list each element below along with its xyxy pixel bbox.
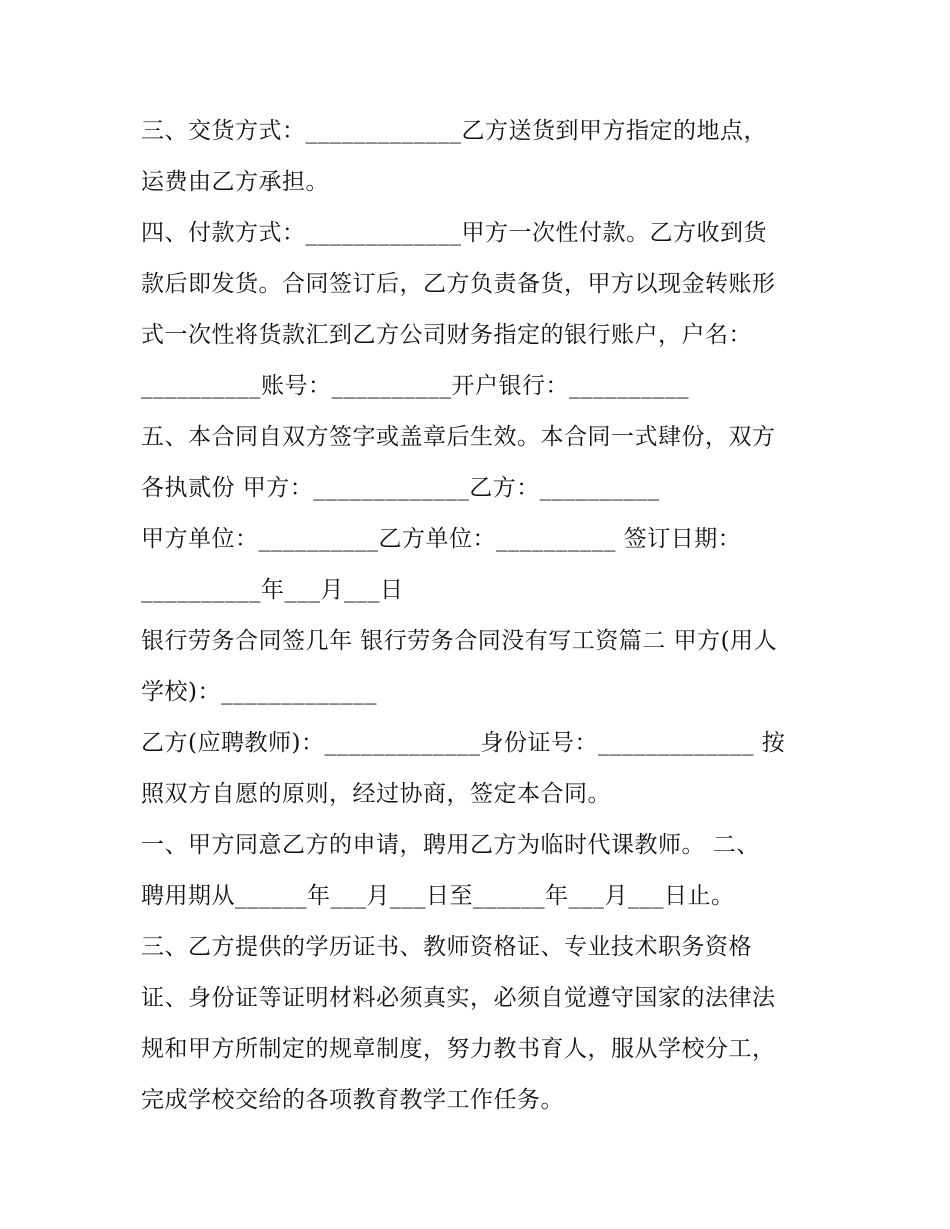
text-line: 五、本合同自双方签字或盖章后生效。本合同一式肆份，双方 (141, 424, 776, 450)
text-line: __________账号：__________开户银行：__________ (141, 373, 689, 399)
text-line: 运费由乙方承担。 (141, 169, 329, 195)
text-line: 银行劳务合同签几年 银行劳务合同没有写工资篇二 甲方(用人 (141, 628, 778, 654)
text-line: 乙方(应聘教师)：_____________身份证号：_____________ 按 (141, 730, 786, 756)
text-line: 三、乙方提供的学历证书、教师资格证、专业技术职务资格 (141, 934, 752, 960)
text-line: 各执贰份 甲方：_____________乙方：__________ (141, 475, 660, 501)
text-line: 一、甲方同意乙方的申请，聘用乙方为临时代课教师。 二、 (141, 832, 760, 858)
text-line: 聘用期从______年___月___日至______年___月___日止。 (141, 883, 735, 909)
text-line: 甲方单位：__________乙方单位：__________ 签订日期： (141, 526, 742, 552)
text-line: 完成学校交给的各项教育教学工作任务。 (141, 1087, 564, 1113)
text-line: 款后即发货。合同签订后，乙方负责备货，甲方以现金转账形 (141, 271, 776, 297)
text-line: 规和甲方所制定的规章制度，努力教书育人，服从学校分工， (141, 1036, 776, 1062)
text-line: 式一次性将货款汇到乙方公司财务指定的银行账户，户名： (141, 322, 752, 348)
text-line: 四、付款方式：_____________甲方一次性付款。乙方收到货 (141, 220, 767, 246)
text-line: 学校)：_____________ (141, 679, 377, 705)
text-line: __________年___月___日 (141, 577, 404, 603)
text-line: 照双方自愿的原则，经过协商，签定本合同。 (141, 781, 611, 807)
text-line: 三、交货方式：_____________乙方送货到甲方指定的地点， (141, 118, 767, 144)
text-line: 证、身份证等证明材料必须真实，必须自觉遵守国家的法律法 (141, 985, 776, 1011)
document-body (141, 106, 841, 1126)
